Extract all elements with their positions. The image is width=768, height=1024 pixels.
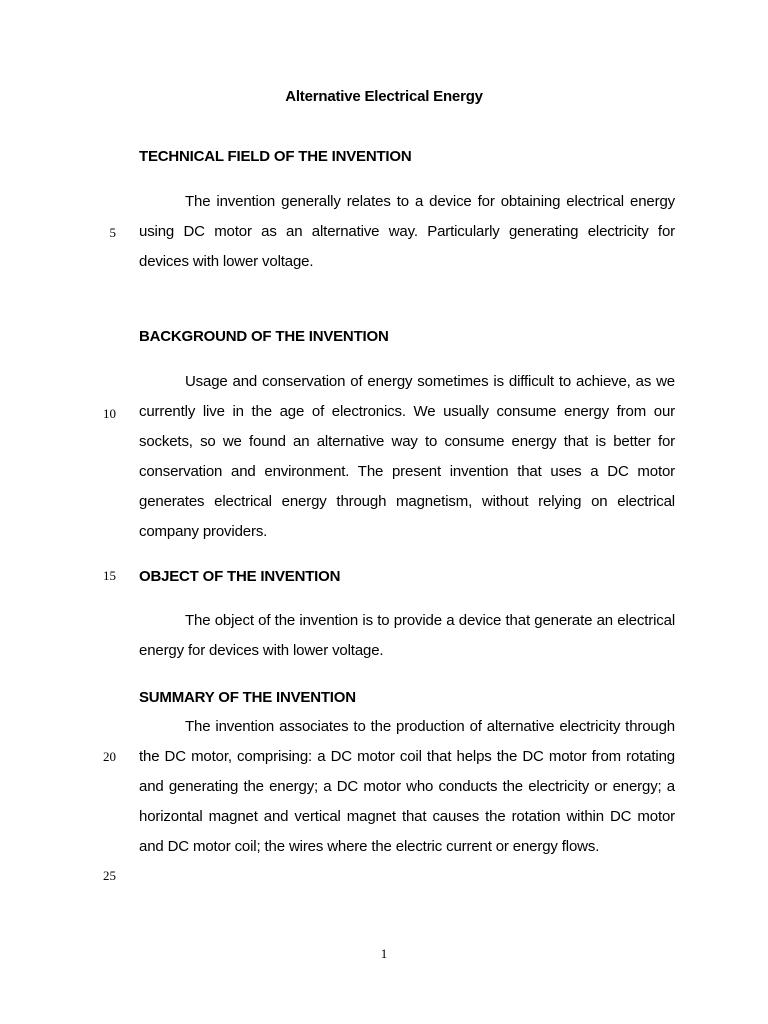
section-paragraph-background bbox=[139, 367, 675, 547]
line-number: 15 bbox=[103, 568, 116, 583]
paragraph-text: The invention associates to the production of alternative electricity through the DC motor, comprising: a DC motor coil that helps the DC motor from rotating and generating the energy; a DC motor who conducts the electricity or energy; a horizontal magnet and vertical magnet that causes the rotation within DC motor and DC motor coil; the wires where the electric current or energy flows. bbox=[139, 718, 675, 855]
page-number: 1 bbox=[380, 946, 388, 961]
section-heading-summary: SUMMARY OF THE INVENTION bbox=[139, 689, 356, 706]
line-number: 25 bbox=[103, 868, 116, 883]
paragraph-text: The invention generally relates to a device for obtaining electrical energy using DC motor as an alternative way. Particularly generating electricity for devices with lower voltage. bbox=[139, 193, 675, 270]
section-paragraph-summary bbox=[139, 712, 675, 862]
paragraph-text: Usage and conservation of energy sometimes is difficult to achieve, as we currently live in the age of electronics. We usually consume energy from our sockets, so we found an alternative way to consume energy that is better for conservation and environment. The present invention that uses a DC motor generates electrical energy through magnetism, without relying on electrical company providers. bbox=[139, 373, 675, 540]
section-heading-technical-field: TECHNICAL FIELD OF THE INVENTION bbox=[139, 148, 412, 165]
section-heading-object: OBJECT OF THE INVENTION bbox=[139, 568, 341, 585]
line-number: 5 bbox=[109, 225, 116, 240]
line-number: 10 bbox=[103, 406, 116, 421]
paragraph-text: The object of the invention is to provide a device that generate an electrical energy for devices with lower voltage. bbox=[139, 612, 675, 659]
document-title: Alternative Electrical Energy bbox=[285, 88, 483, 105]
section-paragraph-technical-field bbox=[139, 187, 675, 277]
line-number: 20 bbox=[103, 749, 116, 764]
section-heading-background: BACKGROUND OF THE INVENTION bbox=[139, 328, 389, 345]
section-paragraph-object bbox=[139, 606, 675, 666]
